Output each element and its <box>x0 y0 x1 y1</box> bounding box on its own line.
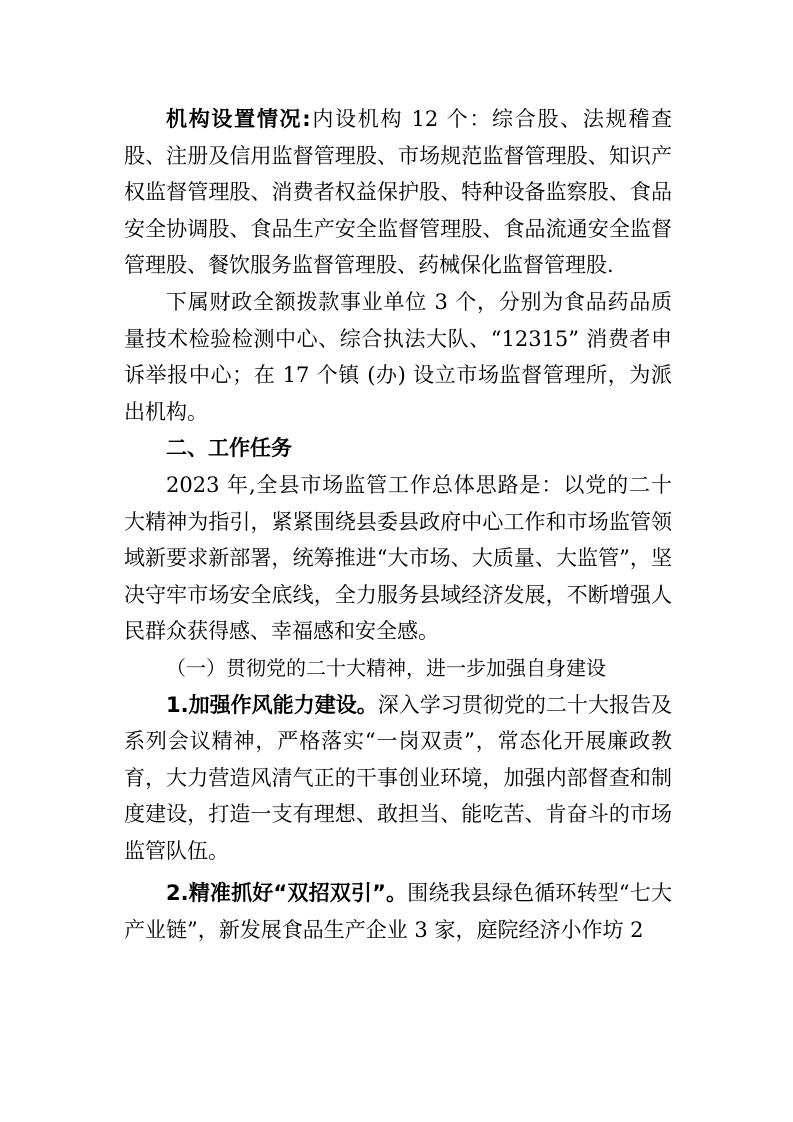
overview-paragraph: 2023 年,全县市场监管工作总体思路是：以党的二十大精神为指引，紧紧围绕县委县政府中心工作和市场监管领域新要求新部署，统筹推进“大市场、大质量、大监管”，坚决守牢市场安全底线，全力服务县域经济发展，不断增强人民群众获得感、幸福感和安全感。 <box>124 472 672 644</box>
item-1-text: 深入学习贯彻党的二十大报告及系列会议精神，严格落实“一岗双责”，常态化开展廉政教育，大力营造风清气正的干事创业环境，加强内部督查和制度建设，打造一支有理想、敢担当、能吃苦、肯奋斗的市场监管队伍。 <box>124 692 672 863</box>
item-1-paragraph <box>124 687 672 870</box>
org-setup-paragraph <box>124 101 672 284</box>
item-1-label: 1.加强作风能力建设。 <box>166 692 378 717</box>
section-heading-tasks: 二、工作任务 <box>166 435 292 461</box>
item-2-label: 2.精准抓好“双招双引”。 <box>166 881 408 906</box>
org-setup-label: 机构设置情况: <box>166 107 311 131</box>
subordinate-units-paragraph: 下属财政全额拨款事业单位 3 个，分别为食品药品质量技术检验检测中心、综合执法大队、“12315” 消费者申诉举报中心；在 17 个镇 (办) 设立市场监督管理所，为派出机构。 <box>124 289 672 424</box>
item-2-paragraph <box>124 875 672 948</box>
item-2-text: 围绕我县绿色循环转型“七大产业链”，新发展食品生产企业 3 家，庭院经济小作坊 2 <box>124 881 672 943</box>
org-setup-text: 内设机构 12 个：综合股、法规稽查股、注册及信用监督管理股、市场规范监督管理股、知识产权监督管理股、消费者权益保护股、特种设备监察股、食品安全协调股、食品生产安全监督管理股、食品流通安全监督管理股、餐饮服务监督管理股、药械保化监督管理股. <box>124 107 672 278</box>
document-page <box>124 101 672 949</box>
sub-heading-self-building: （一）贯彻党的二十大精神，进一步加强自身建设 <box>166 655 606 680</box>
